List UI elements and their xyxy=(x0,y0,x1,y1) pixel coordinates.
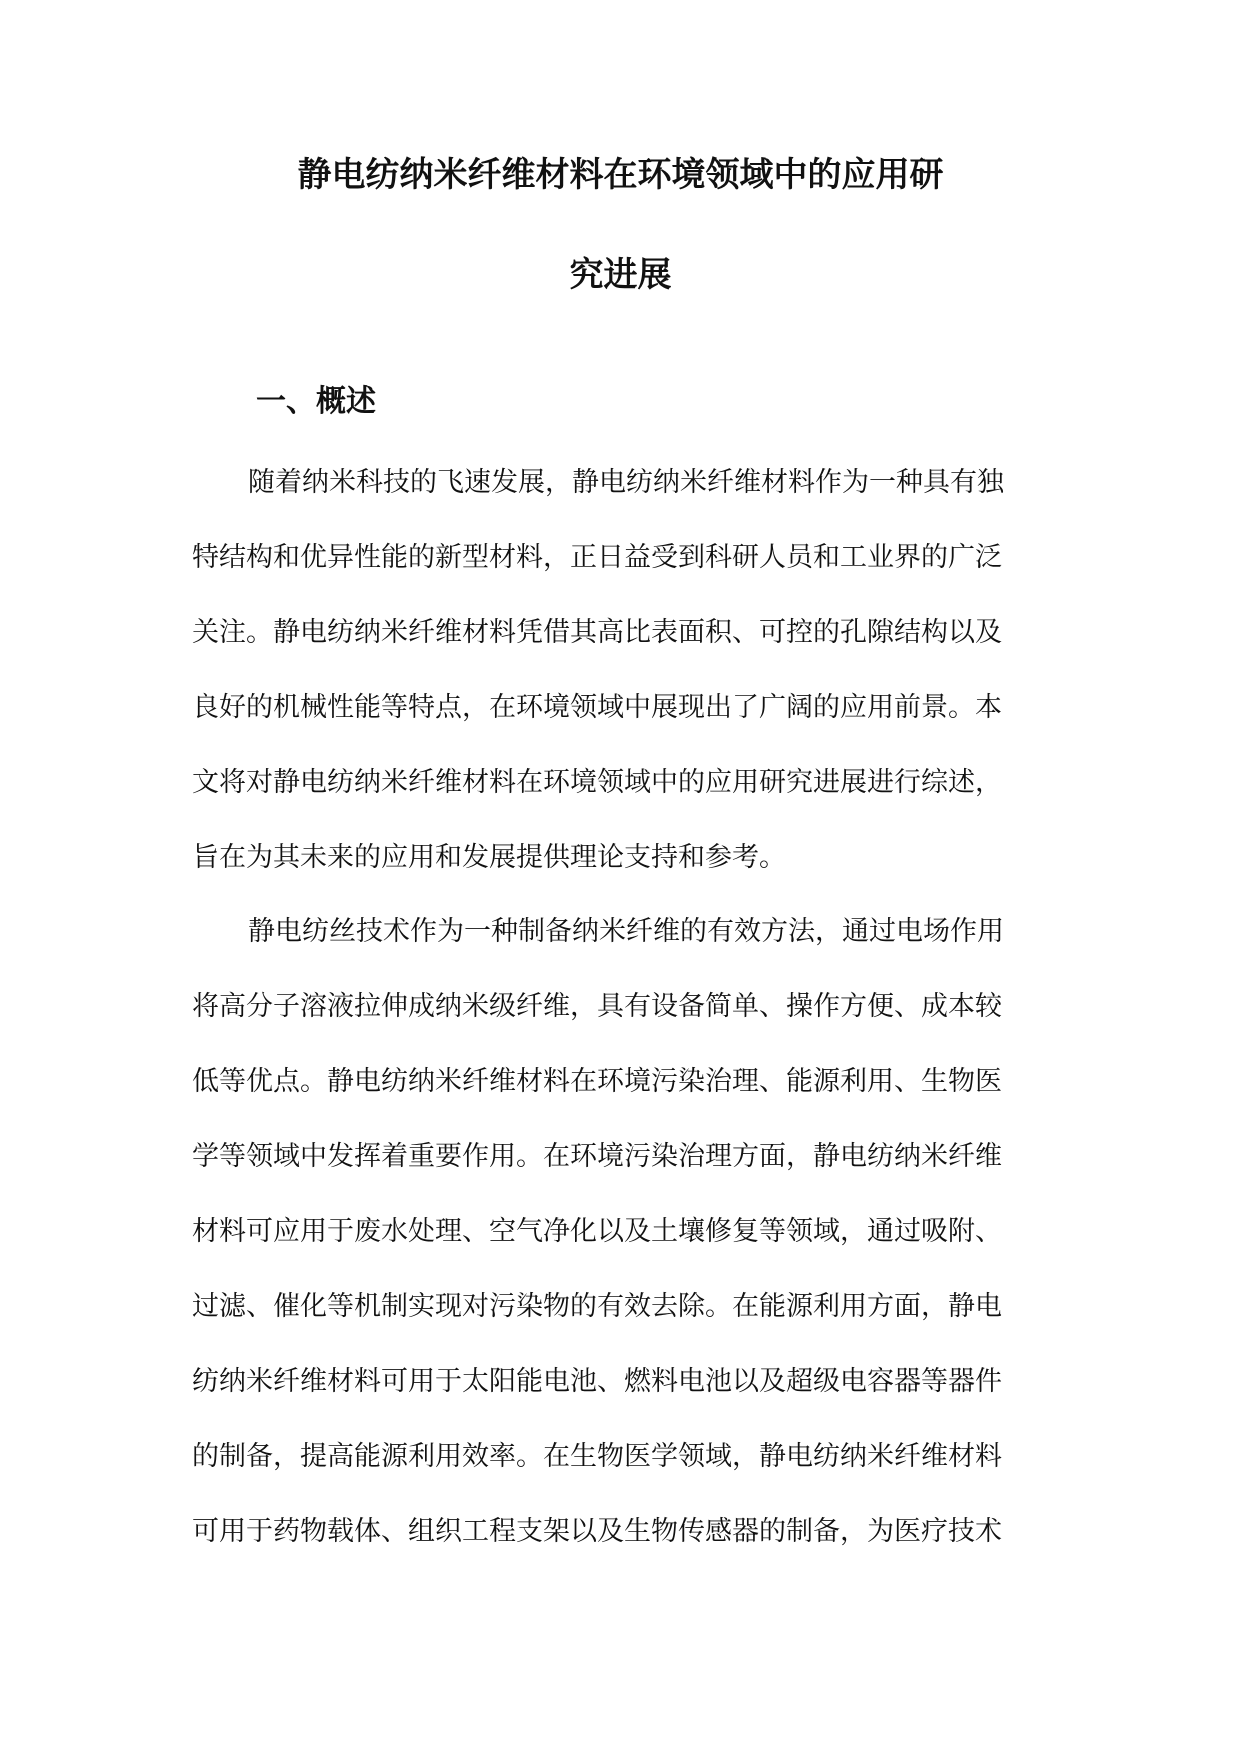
paragraph-line: 关注。静电纺纳米纤维材料凭借其高比表面积、可控的孔隙结构以及 xyxy=(192,617,1002,648)
paragraph-line: 纺纳米纤维材料可用于太阳能电池、燃料电池以及超级电容器等器件 xyxy=(192,1366,1002,1397)
paragraph-line: 特结构和优异性能的新型材料，正日益受到科研人员和工业界的广泛 xyxy=(192,542,1002,573)
paragraph-line: 过滤、催化等机制实现对污染物的有效去除。在能源利用方面，静电 xyxy=(192,1291,1002,1322)
title-line-2: 究进展 xyxy=(569,255,672,295)
paragraph-line: 静电纺丝技术作为一种制备纳米纤维的有效方法，通过电场作用 xyxy=(248,916,1004,947)
title-line-1: 静电纺纳米纤维材料在环境领域中的应用研 xyxy=(297,155,944,195)
paragraph-line: 学等领域中发挥着重要作用。在环境污染治理方面，静电纺纳米纤维 xyxy=(192,1141,1002,1172)
paragraph-2 xyxy=(192,910,1052,1585)
paragraph-line: 低等优点。静电纺纳米纤维材料在环境污染治理、能源利用、生物医 xyxy=(192,1066,1002,1097)
paragraph-line: 材料可应用于废水处理、空气净化以及土壤修复等领域，通过吸附、 xyxy=(192,1216,1002,1247)
paragraph-line: 将高分子溶液拉伸成纳米级纤维，具有设备简单、操作方便、成本较 xyxy=(192,991,1002,1022)
paragraph-1 xyxy=(192,461,1052,911)
paragraph-line: 随着纳米科技的飞速发展，静电纺纳米纤维材料作为一种具有独 xyxy=(248,467,1004,498)
paragraph-line: 的制备，提高能源利用效率。在生物医学领域，静电纺纳米纤维材料 xyxy=(192,1441,1002,1472)
paragraph-line: 良好的机械性能等特点，在环境领域中展现出了广阔的应用前景。本 xyxy=(192,692,1002,723)
paragraph-line: 可用于药物载体、组织工程支架以及生物传感器的制备，为医疗技术 xyxy=(192,1516,1002,1547)
paragraph-line: 旨在为其未来的应用和发展提供理论支持和参考。 xyxy=(192,842,786,873)
section-heading: 一、概述 xyxy=(256,384,376,419)
paragraph-line: 文将对静电纺纳米纤维材料在环境领域中的应用研究进展进行综述， xyxy=(192,767,1002,798)
